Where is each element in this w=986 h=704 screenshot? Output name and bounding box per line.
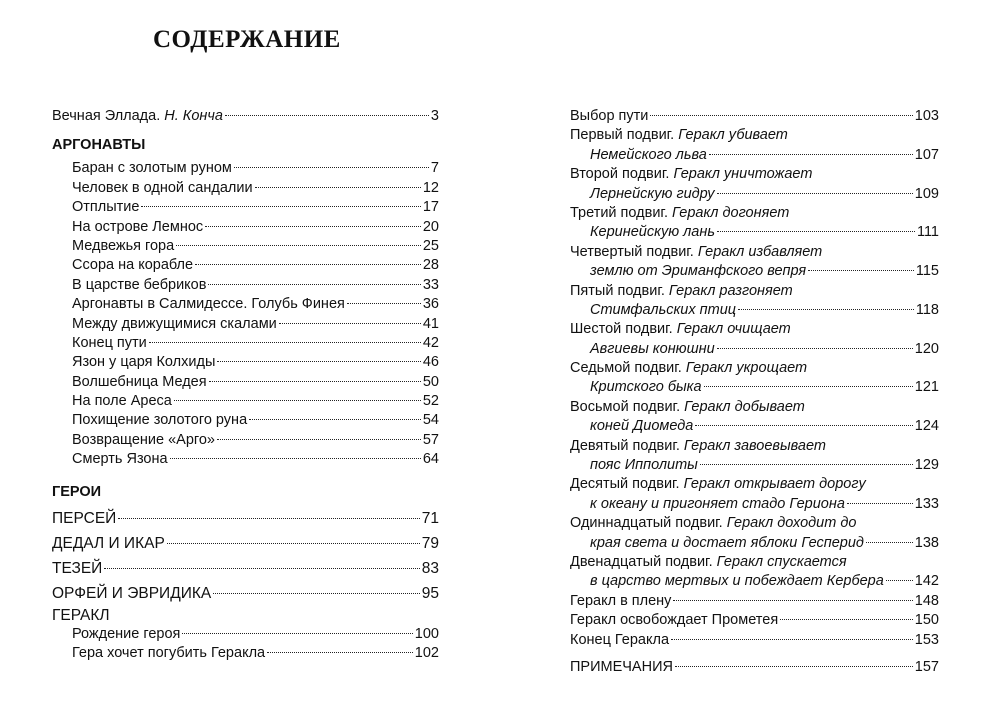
entry-label: Первый подвиг. xyxy=(570,127,675,144)
entry-subtitle: Геракл укрощает xyxy=(685,360,808,377)
dot-leader xyxy=(704,386,913,387)
entry-label: На острове Лемнос xyxy=(72,218,204,235)
page-number: 153 xyxy=(914,631,939,648)
dot-leader xyxy=(217,361,420,362)
entry-second-line xyxy=(570,572,939,591)
entry-label: Отплытие xyxy=(72,199,140,216)
page-number: 133 xyxy=(914,495,939,512)
dot-leader xyxy=(886,580,913,581)
entry-subtitle: Геракл догоняет xyxy=(672,204,790,221)
entry-second-line xyxy=(570,301,939,320)
entry-subtitle: Лернейскую гидру xyxy=(590,185,715,202)
entry-first-line xyxy=(570,204,939,223)
entry-label: Второй подвиг. xyxy=(570,166,670,183)
page-number: 103 xyxy=(914,108,939,124)
toc-entry-labour[interactable] xyxy=(570,204,939,243)
dot-leader xyxy=(808,270,914,271)
entry-label: Геракл в плену xyxy=(570,592,672,609)
dot-leader xyxy=(347,303,421,304)
section-heading-argonauts: АРГОНАВТЫ xyxy=(52,137,146,154)
page-number: 124 xyxy=(914,418,939,435)
dot-leader xyxy=(141,206,420,207)
page-number: 33 xyxy=(422,276,439,293)
toc-entry-labour[interactable] xyxy=(570,398,939,437)
entry-subtitle: Геракл завоевывает xyxy=(683,437,826,454)
entry-label: ОРФЕЙ И ЭВРИДИКА xyxy=(52,584,212,602)
dot-leader xyxy=(104,568,419,569)
dot-leader xyxy=(167,543,420,544)
dot-leader xyxy=(217,439,421,440)
page-number: 142 xyxy=(914,573,939,590)
toc-entry[interactable] xyxy=(52,295,439,314)
entry-subtitle: Геракл добывает xyxy=(684,398,805,415)
entry-second-line xyxy=(570,417,939,436)
page-number: 148 xyxy=(914,592,939,609)
page-number: 118 xyxy=(915,301,939,318)
page-number: 102 xyxy=(414,645,439,662)
section-heading-heroes: ГЕРОИ xyxy=(52,483,102,500)
dot-leader xyxy=(249,419,421,420)
dot-leader xyxy=(209,381,421,382)
entry-first-line xyxy=(570,553,939,572)
entry-first-line xyxy=(570,243,939,262)
entry-label: Двенадцатый подвиг. xyxy=(570,553,713,570)
entry-label: Волшебница Медея xyxy=(72,373,207,390)
entry-label: Между движущимися скалами xyxy=(72,315,277,332)
entry-subtitle: землю от Эриманфского вепря xyxy=(590,263,807,280)
page-number: 36 xyxy=(422,296,439,313)
page-number: 83 xyxy=(421,559,439,577)
toc-entry-labour[interactable] xyxy=(570,282,939,321)
entry-subtitle: Критского быка xyxy=(590,379,702,396)
entry-label: Пятый подвиг. xyxy=(570,282,665,299)
page-number: 42 xyxy=(422,334,439,351)
dot-leader xyxy=(174,400,421,401)
toc-entry-labour[interactable] xyxy=(570,165,939,204)
entry-subtitle: коней Диомеда xyxy=(590,418,694,435)
toc-entry-labour[interactable] xyxy=(570,243,939,282)
page-number: 25 xyxy=(422,237,439,254)
dot-leader xyxy=(675,666,913,667)
toc-entry[interactable] xyxy=(52,411,439,430)
entry-second-line xyxy=(570,262,939,281)
entry-label: ПРИМЕЧАНИЯ xyxy=(570,658,673,675)
toc-entry[interactable] xyxy=(52,179,439,198)
entry-subtitle: пояс Ипполиты xyxy=(590,457,698,474)
entry-first-line xyxy=(570,398,939,417)
dot-leader xyxy=(671,639,913,640)
entry-label: Одиннадцатый подвиг. xyxy=(570,515,723,532)
entry-label: Возвращение «Арго» xyxy=(72,431,215,448)
dot-leader xyxy=(717,348,913,349)
page-number: 46 xyxy=(422,354,439,371)
toc-entry[interactable] xyxy=(52,392,439,411)
entry-subtitle: Геракл уничтожает xyxy=(673,166,813,183)
page-number: 17 xyxy=(422,199,439,216)
page-number: 64 xyxy=(422,451,439,468)
entry-label: ПЕРСЕЙ xyxy=(52,509,117,527)
page-number: 115 xyxy=(915,263,939,280)
entry-subtitle: Геракл избавляет xyxy=(697,243,823,260)
page-number: 50 xyxy=(422,373,439,390)
entry-label: Девятый подвиг. xyxy=(570,437,680,454)
entry-subtitle: Авгиевы конюшни xyxy=(590,340,715,357)
toc-entry[interactable] xyxy=(52,373,439,392)
dot-leader xyxy=(234,167,429,168)
entry-label: Конец пути xyxy=(72,334,147,351)
toc-entry-intro[interactable] xyxy=(52,107,439,126)
entry-label: Шестой подвиг. xyxy=(570,321,673,338)
entry-second-line xyxy=(570,378,939,397)
section-heading-heracles: ГЕРАКЛ xyxy=(52,606,110,624)
entry-first-line xyxy=(570,320,939,339)
toc-entry-labour[interactable] xyxy=(570,320,939,359)
entry-first-line xyxy=(570,282,939,301)
entry-label: Смерть Язона xyxy=(72,451,168,468)
toc-entry[interactable] xyxy=(52,237,439,256)
toc-entry-notes[interactable] xyxy=(570,658,939,677)
dot-leader xyxy=(780,619,913,620)
page-number: 79 xyxy=(421,534,439,552)
entry-label: ДЕДАЛ И ИКАР xyxy=(52,534,165,552)
dot-leader xyxy=(738,309,914,310)
page-number: 150 xyxy=(914,612,939,629)
toc-entry[interactable] xyxy=(52,256,439,275)
entry-subtitle: Геракл спускается xyxy=(716,553,847,570)
page-title: СОДЕРЖАНИЕ xyxy=(153,26,341,53)
toc-entry[interactable] xyxy=(52,450,439,469)
toc-entry[interactable] xyxy=(52,644,439,663)
toc-entry[interactable] xyxy=(52,353,439,372)
entry-label: В царстве бебриков xyxy=(72,276,207,293)
entry-first-line xyxy=(570,126,939,145)
dot-leader xyxy=(170,458,421,459)
entry-label: Рождение героя xyxy=(72,626,181,643)
dot-leader xyxy=(225,115,429,116)
page-number: 138 xyxy=(914,534,939,551)
toc-entry[interactable] xyxy=(52,159,439,178)
page-number: 109 xyxy=(914,185,939,202)
entry-second-line xyxy=(570,456,939,475)
entry-label: Третий подвиг. xyxy=(570,204,668,221)
entry-label: Восьмой подвиг. xyxy=(570,398,681,415)
entry-author: Н. Конча xyxy=(164,108,223,124)
page-number: 95 xyxy=(421,584,439,602)
toc-entry-labour[interactable] xyxy=(570,359,939,398)
page-number: 100 xyxy=(414,626,439,643)
toc-entry-labour[interactable] xyxy=(570,514,939,553)
entry-first-line xyxy=(570,437,939,456)
dot-leader xyxy=(267,652,413,653)
dot-leader xyxy=(213,593,420,594)
entry-label: Медвежья гора xyxy=(72,237,175,254)
toc-entry-labour[interactable] xyxy=(570,437,939,476)
toc-entry[interactable] xyxy=(52,198,439,217)
entry-label: Аргонавты в Салмидессе. Голубь Финея xyxy=(72,296,345,313)
page-number: 71 xyxy=(421,509,439,527)
entry-subtitle: Стимфальских птиц xyxy=(590,301,737,318)
dot-leader xyxy=(673,600,912,601)
entry-label: Ссора на корабле xyxy=(72,257,194,274)
entry-second-line xyxy=(570,495,939,514)
dot-leader xyxy=(709,154,913,155)
entry-subtitle: Геракл доходит до xyxy=(726,515,857,532)
page-number: 12 xyxy=(422,179,439,196)
entry-label: ТЕЗЕЙ xyxy=(52,559,103,577)
entry-label: Конец Геракла xyxy=(570,631,670,648)
entry-subtitle: Геракл открывает дорогу xyxy=(683,476,866,493)
entry-second-line xyxy=(570,223,939,242)
page-number: 28 xyxy=(422,257,439,274)
toc-entry[interactable] xyxy=(52,276,439,295)
toc-entry-labour[interactable] xyxy=(570,475,939,514)
dot-leader xyxy=(700,464,913,465)
entry-subtitle: в царство мертвых и побеждает Кербера xyxy=(590,573,884,590)
toc-entry[interactable] xyxy=(570,107,939,126)
dot-leader xyxy=(195,264,421,265)
toc-entry-labour[interactable] xyxy=(570,553,939,592)
toc-entry[interactable] xyxy=(52,315,439,334)
dot-leader xyxy=(205,226,421,227)
entry-subtitle: к океану и пригоняет стадо Гериона xyxy=(590,495,845,512)
page-number: 157 xyxy=(914,658,939,675)
entry-second-line xyxy=(570,340,939,359)
page-number: 3 xyxy=(430,108,439,124)
toc-entry[interactable] xyxy=(570,631,939,650)
page-number: 129 xyxy=(914,457,939,474)
toc-entry[interactable] xyxy=(52,506,439,531)
entry-second-line xyxy=(570,534,939,553)
entry-subtitle: Керинейскую лань xyxy=(590,224,715,241)
toc-entry[interactable] xyxy=(570,611,939,630)
entry-label: Похищение золотого руна xyxy=(72,412,248,429)
entry-subtitle: Геракл разгоняет xyxy=(668,282,793,299)
dot-leader xyxy=(208,284,420,285)
toc-entry[interactable] xyxy=(570,592,939,611)
entry-label: Гера хочет погубить Геракла xyxy=(72,645,266,662)
dot-leader xyxy=(866,542,913,543)
dot-leader xyxy=(847,503,913,504)
toc-entry[interactable] xyxy=(52,218,439,237)
page-number: 57 xyxy=(422,431,439,448)
toc-entry[interactable] xyxy=(52,556,439,581)
dot-leader xyxy=(255,187,421,188)
page-number: 20 xyxy=(422,218,439,235)
entry-subtitle: Геракл убивает xyxy=(678,127,788,144)
dot-leader xyxy=(182,633,412,634)
entry-label: Седьмой подвиг. xyxy=(570,360,682,377)
page-number: 54 xyxy=(422,412,439,429)
entry-first-line xyxy=(570,165,939,184)
page-number: 107 xyxy=(914,146,939,163)
entry-label: На поле Ареса xyxy=(72,393,172,410)
entry-subtitle: Немейского льва xyxy=(590,146,707,163)
toc-entry[interactable] xyxy=(52,625,439,644)
dot-leader xyxy=(149,342,421,343)
dot-leader xyxy=(118,518,419,519)
dot-leader xyxy=(717,193,913,194)
toc-entry-labour[interactable] xyxy=(570,126,939,165)
toc-right-column xyxy=(570,107,939,677)
toc-entry[interactable] xyxy=(52,531,439,556)
entry-label: Десятый подвиг. xyxy=(570,476,680,493)
dot-leader xyxy=(650,115,912,116)
entry-first-line xyxy=(570,475,939,494)
dot-leader xyxy=(176,245,421,246)
entry-label: Геракл освобождает Прометея xyxy=(570,612,779,629)
entry-label: Баран с золотым руном xyxy=(72,160,232,177)
page-number: 111 xyxy=(916,224,939,241)
toc-entry[interactable] xyxy=(52,334,439,353)
entry-label: Язон у царя Колхиды xyxy=(72,354,216,371)
entry-second-line xyxy=(570,146,939,165)
toc-entry[interactable] xyxy=(52,581,439,606)
entry-second-line xyxy=(570,185,939,204)
toc-entry[interactable] xyxy=(52,431,439,450)
dot-leader xyxy=(695,425,912,426)
entry-first-line xyxy=(570,359,939,378)
page-number: 7 xyxy=(430,160,439,177)
entry-label: Четвертый подвиг. xyxy=(570,243,694,260)
page-number: 121 xyxy=(914,379,939,396)
page-number: 41 xyxy=(422,315,439,332)
entry-subtitle: края света и достает яблоки Гесперид xyxy=(590,534,864,551)
dot-leader xyxy=(717,231,915,232)
entry-subtitle: Геракл очищает xyxy=(676,321,791,338)
dot-leader xyxy=(279,323,421,324)
toc-left-column xyxy=(52,107,439,664)
page-number: 52 xyxy=(422,393,439,410)
entry-label: Вечная Эллада. xyxy=(52,108,161,124)
entry-first-line xyxy=(570,514,939,533)
page-number: 120 xyxy=(914,340,939,357)
entry-label: Человек в одной сандалии xyxy=(72,179,253,196)
entry-label: Выбор пути xyxy=(570,108,649,124)
